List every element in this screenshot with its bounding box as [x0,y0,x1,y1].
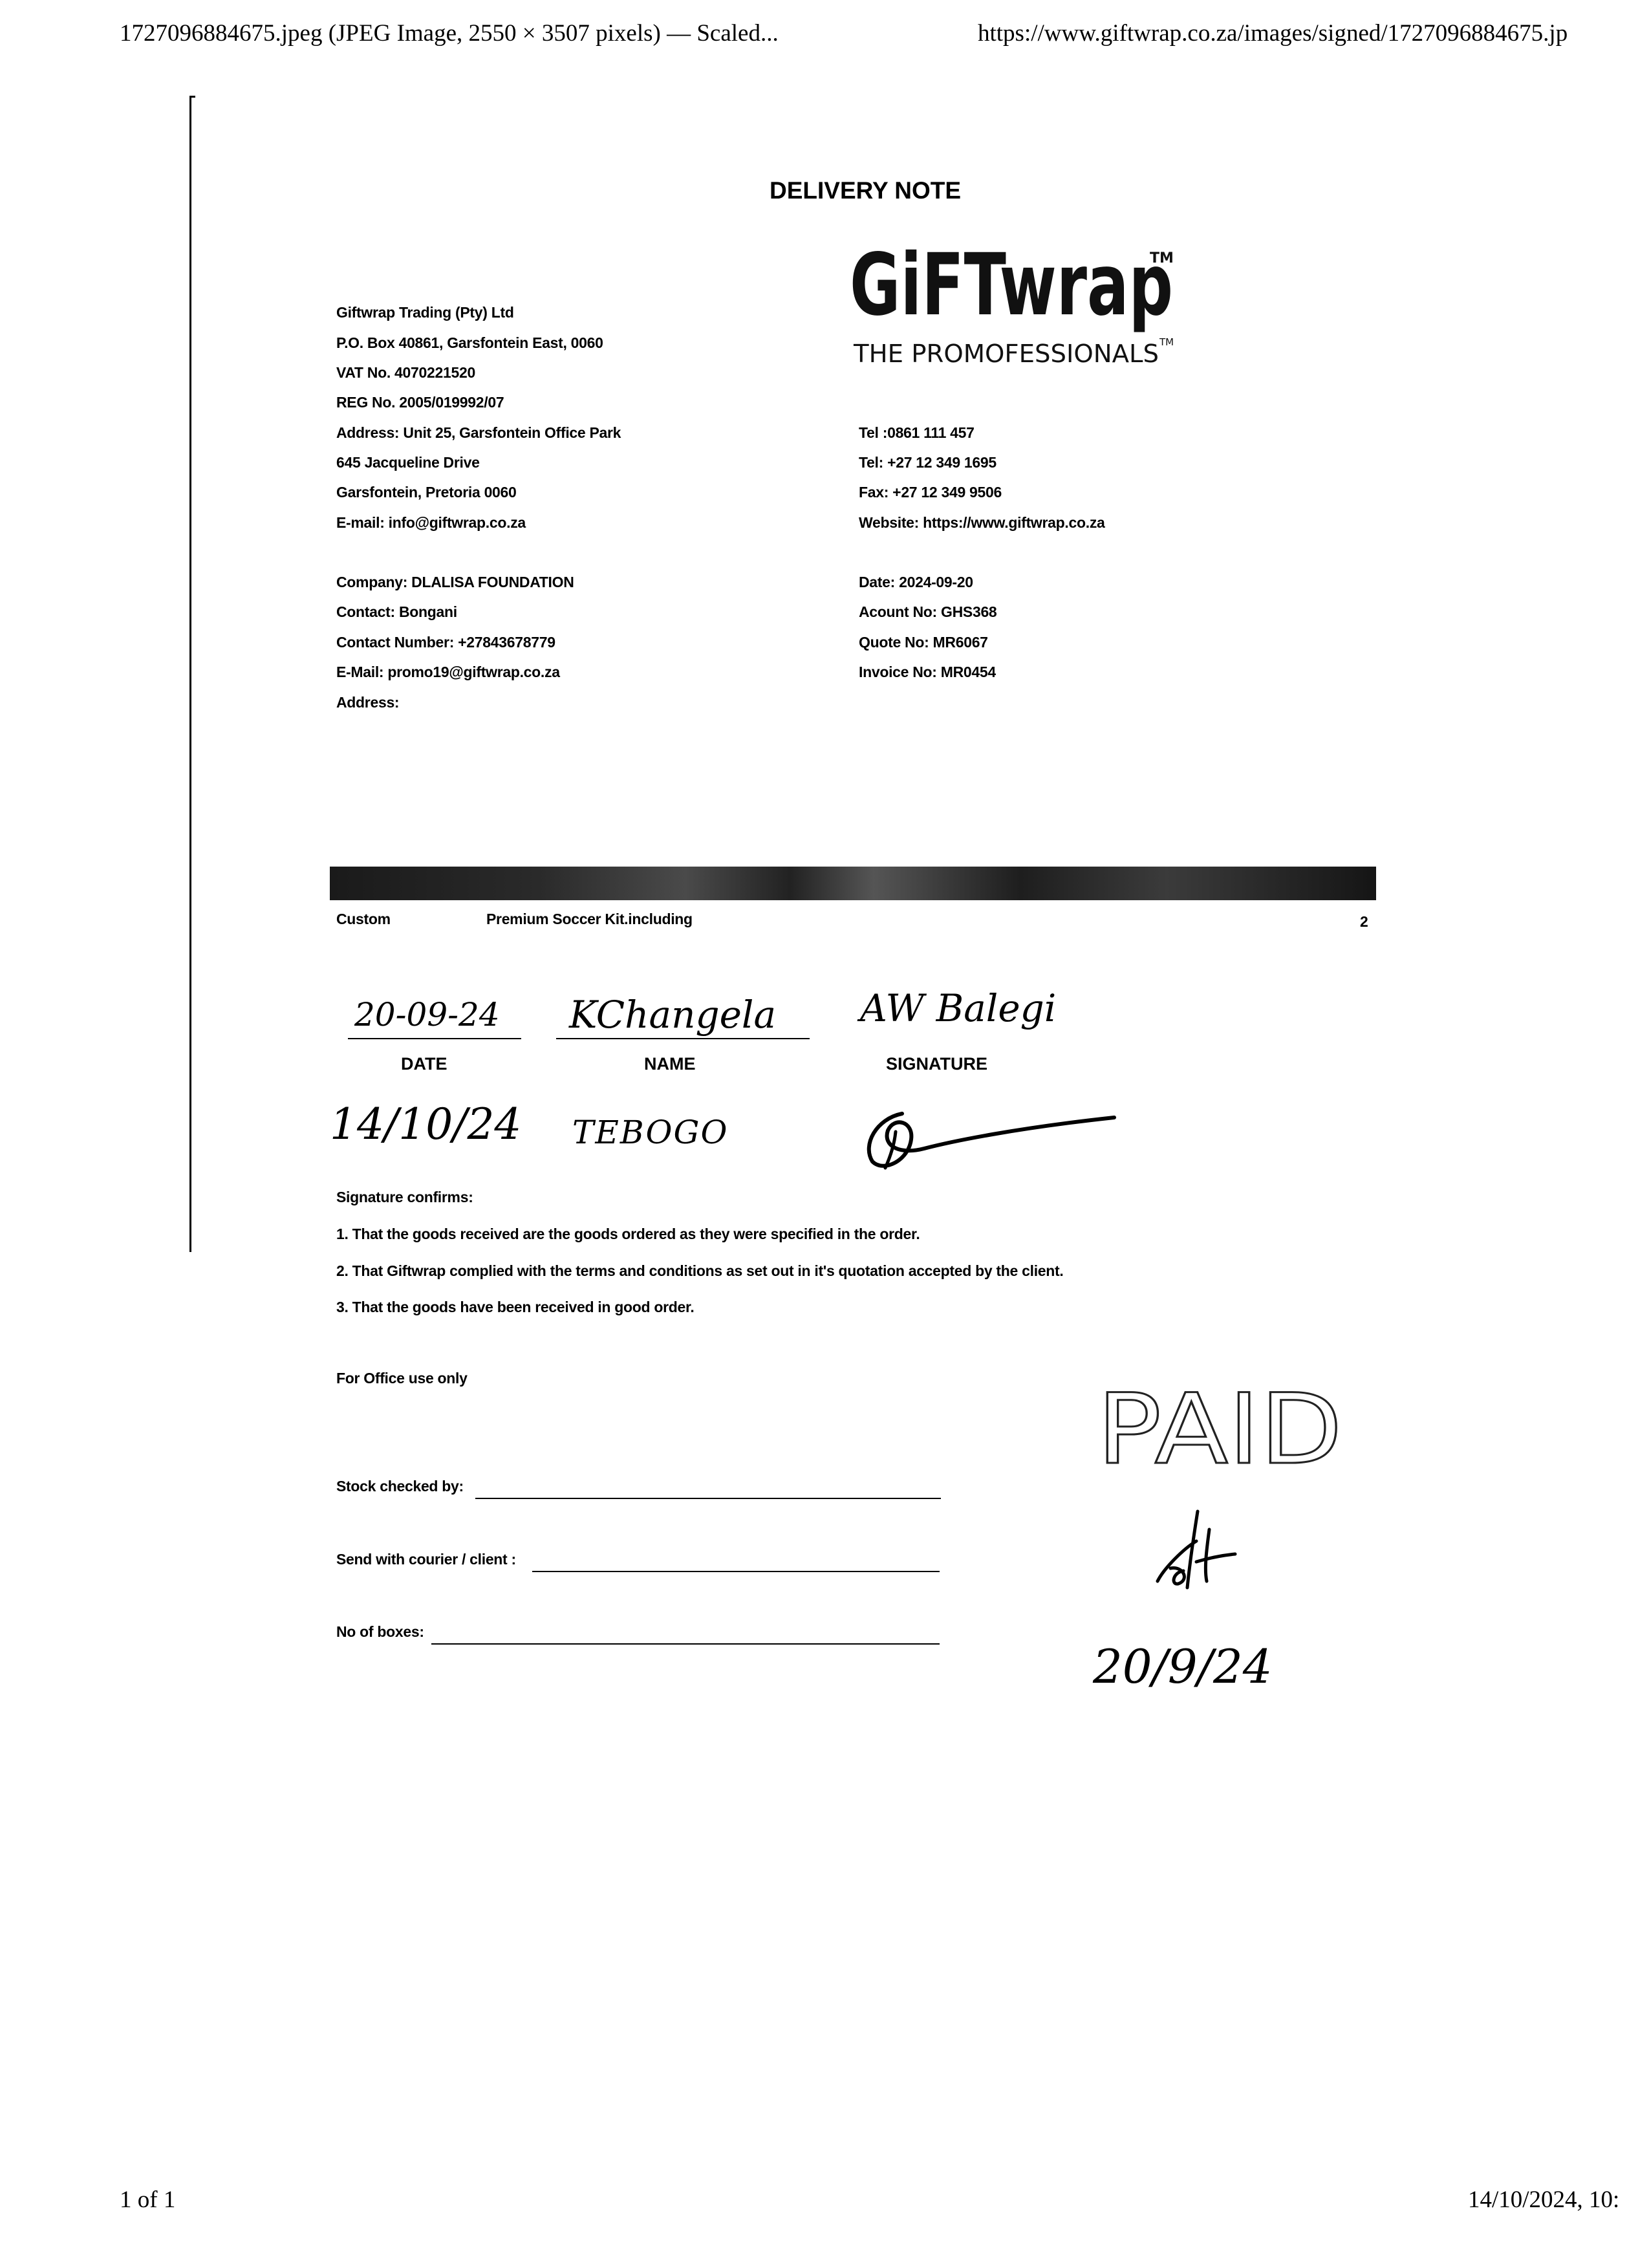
boxes-label: No of boxes: [336,1623,424,1640]
item-code: Custom [336,911,391,927]
meta-account: Acount No: GHS368 [859,603,997,620]
seller-address-line2: 645 Jacqueline Drive [336,454,480,471]
viewer-url: https://www.giftwrap.co.za/images/signed/1727096884675.jp [978,20,1568,47]
courier-line [532,1571,940,1572]
viewer-title: 1727096884675.jpeg (JPEG Image, 2550 × 3507 pixels) — Scaled... [120,20,779,47]
customer-email: E-Mail: promo19@giftwrap.co.za [336,664,560,680]
seller-reg: REG No. 2005/019992/07 [336,394,504,411]
customer-contact: Contact: Bongani [336,603,457,620]
stock-checked-line [475,1498,941,1499]
seller-email: E-mail: info@giftwrap.co.za [336,514,526,531]
customer-address: Address: [336,694,400,711]
giftwrap-logo-mark [841,232,1190,367]
items-table-header-bar [330,867,1376,900]
scan-margin-tick [189,96,195,98]
stamp-initials [1145,1504,1248,1601]
handwritten-date-1: 20-09-24 [354,996,500,1033]
handwritten-signature-1: AW Balegi [860,986,1057,1030]
seller-po-box: P.O. Box 40861, Garsfontein East, 0060 [336,334,603,351]
confirm-item-1: 1. That the goods received are the goods ordered as they were specified in the order. [336,1226,920,1242]
handwritten-signature-2 [857,1093,1128,1177]
boxes-line [431,1643,940,1645]
tel-1: Tel :0861 111 457 [859,424,975,441]
meta-quote: Quote No: MR6067 [859,634,988,651]
stamp-date: 20/9/24 [1093,1639,1273,1694]
item-quantity: 2 [1360,913,1368,930]
handwritten-name-1: KChangela [569,993,777,1037]
date-label: DATE [401,1054,447,1074]
print-datetime: 14/10/2024, 10: [1468,2187,1620,2213]
page-counter: 1 of 1 [120,2187,176,2213]
date-underline [348,1038,521,1039]
seller-name: Giftwrap Trading (Pty) Ltd [336,304,514,321]
meta-invoice: Invoice No: MR0454 [859,664,996,680]
confirm-item-3: 3. That the goods have been received in good order. [336,1299,695,1315]
fax: Fax: +27 12 349 9506 [859,484,1002,501]
paid-stamp-text [1093,1377,1352,1474]
svg-text:THE PROMOFESSIONALS: THE PROMOFESSIONALS [852,340,1159,367]
svg-text:PAID: PAID [1097,1377,1342,1474]
svg-text:TM: TM [1159,336,1174,348]
item-description: Premium Soccer Kit.including [486,911,693,927]
office-heading: For Office use only [336,1370,468,1387]
meta-date: Date: 2024-09-20 [859,574,973,590]
stock-checked-label: Stock checked by: [336,1478,464,1495]
website: Website: https://www.giftwrap.co.za [859,514,1105,531]
tel-2: Tel: +27 12 349 1695 [859,454,997,471]
svg-text:GiFTwrap: GiFTwrap [850,235,1173,335]
name-label: NAME [644,1054,696,1074]
seller-vat: VAT No. 4070221520 [336,364,475,381]
name-underline [556,1038,810,1039]
handwritten-date-2: 14/10/24 [330,1099,522,1149]
svg-text:TM: TM [1150,250,1174,266]
courier-label: Send with courier / client : [336,1551,516,1568]
signature-label: SIGNATURE [886,1054,988,1074]
confirm-heading: Signature confirms: [336,1189,473,1205]
handwritten-name-2: TEBOGO [572,1114,729,1151]
seller-address-line1: Address: Unit 25, Garsfontein Office Park [336,424,621,441]
scan-margin-line [189,96,191,1252]
customer-contact-number: Contact Number: +27843678779 [336,634,555,651]
page-title: DELIVERY NOTE [770,177,962,204]
seller-address-line3: Garsfontein, Pretoria 0060 [336,484,517,501]
confirm-item-2: 2. That Giftwrap complied with the terms and conditions as set out in it's quotation accepted by the client. [336,1262,1064,1279]
customer-company: Company: DLALISA FOUNDATION [336,574,574,590]
